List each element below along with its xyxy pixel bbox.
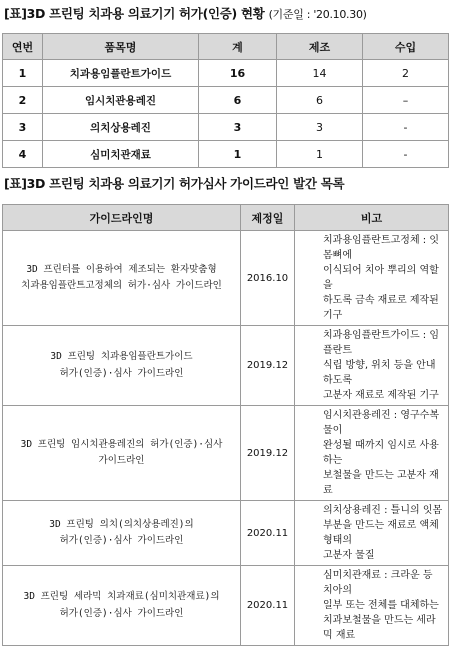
note-line: 심미치관재료 : 크라운 등 치아의 — [323, 570, 433, 596]
table-row — [3, 141, 449, 168]
table-header-row — [3, 205, 449, 231]
note-line: 하도록 금속 재료로 제작된 기구 — [323, 295, 439, 321]
table-row — [3, 501, 449, 566]
guideline-date: 2016.10 — [241, 231, 295, 326]
note-line: 이식되어 치아 뿌리의 역할을 — [323, 265, 439, 291]
guideline-name — [3, 326, 241, 406]
row-item: 심미치관재료 — [43, 141, 199, 168]
col-header-note: 비고 — [295, 205, 449, 231]
guideline-name-line: 3D 프린팅 세라믹 치과재료(심미치관재료)의 — [23, 591, 220, 603]
note-line: 의치상용레진 : 틀니의 잇몸 — [323, 505, 443, 516]
table-row — [3, 231, 449, 326]
row-import: - — [363, 141, 449, 168]
table-header-row — [3, 34, 449, 60]
note-line: 일부 또는 전체를 대체하는 — [323, 600, 439, 611]
row-import: 2 — [363, 60, 449, 87]
row-no: 1 — [3, 60, 43, 87]
row-mfg: 1 — [277, 141, 363, 168]
guideline-name-line: 3D 프린터를 이용하여 제조되는 환자맞춤형 — [26, 263, 217, 275]
guideline-note — [295, 231, 449, 326]
row-mfg: 6 — [277, 87, 363, 114]
guideline-name — [3, 501, 241, 566]
table-row — [3, 406, 449, 501]
row-total: 16 — [199, 60, 277, 87]
note-line: 부분을 만드는 재료로 액체형태의 — [323, 520, 439, 546]
table-row — [3, 566, 449, 646]
guideline-date: 2019.12 — [241, 326, 295, 406]
table-row — [3, 114, 449, 141]
row-import: - — [363, 114, 449, 141]
guideline-name-line: 3D 프린팅 임시치관용레진의 허가(인증)·심사 — [20, 438, 223, 450]
col-header-mfg: 제조 — [277, 34, 363, 60]
guideline-name-line: 3D 프린팅 의치(의치상용레진)의 — [49, 518, 194, 530]
guideline-name-line: 치과용임플란트고정체의 허가·심사 가이드라인 — [21, 280, 222, 291]
note-line: 완성될 때까지 임시로 사용하는 — [323, 440, 439, 466]
table-row — [3, 60, 449, 87]
guideline-note — [295, 501, 449, 566]
guideline-name-line: 3D 프린팅 치과용임플란트가이드 — [50, 351, 193, 363]
row-import: – — [363, 87, 449, 114]
col-header-item: 품목명 — [43, 34, 199, 60]
table1-title-text: [표]3D 프린팅 치과용 의료기기 허가(인증) 현황 — [4, 6, 265, 21]
row-item: 치과용임플란트가이드 — [43, 60, 199, 87]
row-item: 의치상용레진 — [43, 114, 199, 141]
row-item: 임시치관용레진 — [43, 87, 199, 114]
guideline-date: 2020.11 — [241, 566, 295, 646]
row-total: 6 — [199, 87, 277, 114]
note-line: 보철물을 만드는 고분자 재료 — [323, 470, 439, 496]
guideline-name-line: 가이드라인 — [98, 455, 145, 466]
table-row — [3, 326, 449, 406]
col-header-guideline: 가이드라인명 — [3, 205, 241, 231]
col-header-date: 제정일 — [241, 205, 295, 231]
guideline-date: 2020.11 — [241, 501, 295, 566]
note-line: 치과용임플란트고정체 : 잇몸뼈에 — [323, 235, 439, 261]
table-row — [3, 87, 449, 114]
row-mfg: 3 — [277, 114, 363, 141]
guideline-name-line: 허가(인증)·심사 가이드라인 — [59, 367, 184, 379]
table1-title — [4, 4, 367, 22]
row-total: 1 — [199, 141, 277, 168]
row-no: 4 — [3, 141, 43, 168]
note-line: 고분자 물질 — [323, 550, 375, 561]
row-mfg: 14 — [277, 60, 363, 87]
note-line: 식립 방향, 위치 등을 안내하도록 — [323, 360, 436, 386]
guideline-name — [3, 231, 241, 326]
col-header-no: 연번 — [3, 34, 43, 60]
guideline-name-line: 허가(인증)·심사 가이드라인 — [59, 607, 184, 619]
guideline-name-line: 허가(인증)·심사 가이드라인 — [59, 535, 184, 546]
col-header-total: 계 — [199, 34, 277, 60]
row-no: 3 — [3, 114, 43, 141]
guideline-list-table — [2, 204, 449, 646]
col-header-import: 수입 — [363, 34, 449, 60]
table1-subtitle: (기준일 : '20.10.30) — [268, 8, 367, 21]
guideline-date: 2019.12 — [241, 406, 295, 501]
table2-title: [표]3D 프린팅 치과용 의료기기 허가심사 가이드라인 발간 목록 — [4, 176, 345, 191]
permit-status-table — [2, 33, 449, 168]
row-total: 3 — [199, 114, 277, 141]
note-line: 고분자 재료로 제작된 기구 — [323, 390, 439, 401]
guideline-note — [295, 326, 449, 406]
guideline-name — [3, 406, 241, 501]
guideline-name — [3, 566, 241, 646]
note-line: 치과용임플란트가이드 : 임플란트 — [323, 330, 439, 356]
note-line: 치과보철물을 만드는 세라믹 재료 — [323, 615, 436, 641]
row-no: 2 — [3, 87, 43, 114]
guideline-note — [295, 406, 449, 501]
note-line: 임시치관용레진 : 영구수복물이 — [323, 410, 439, 436]
guideline-note — [295, 566, 449, 646]
